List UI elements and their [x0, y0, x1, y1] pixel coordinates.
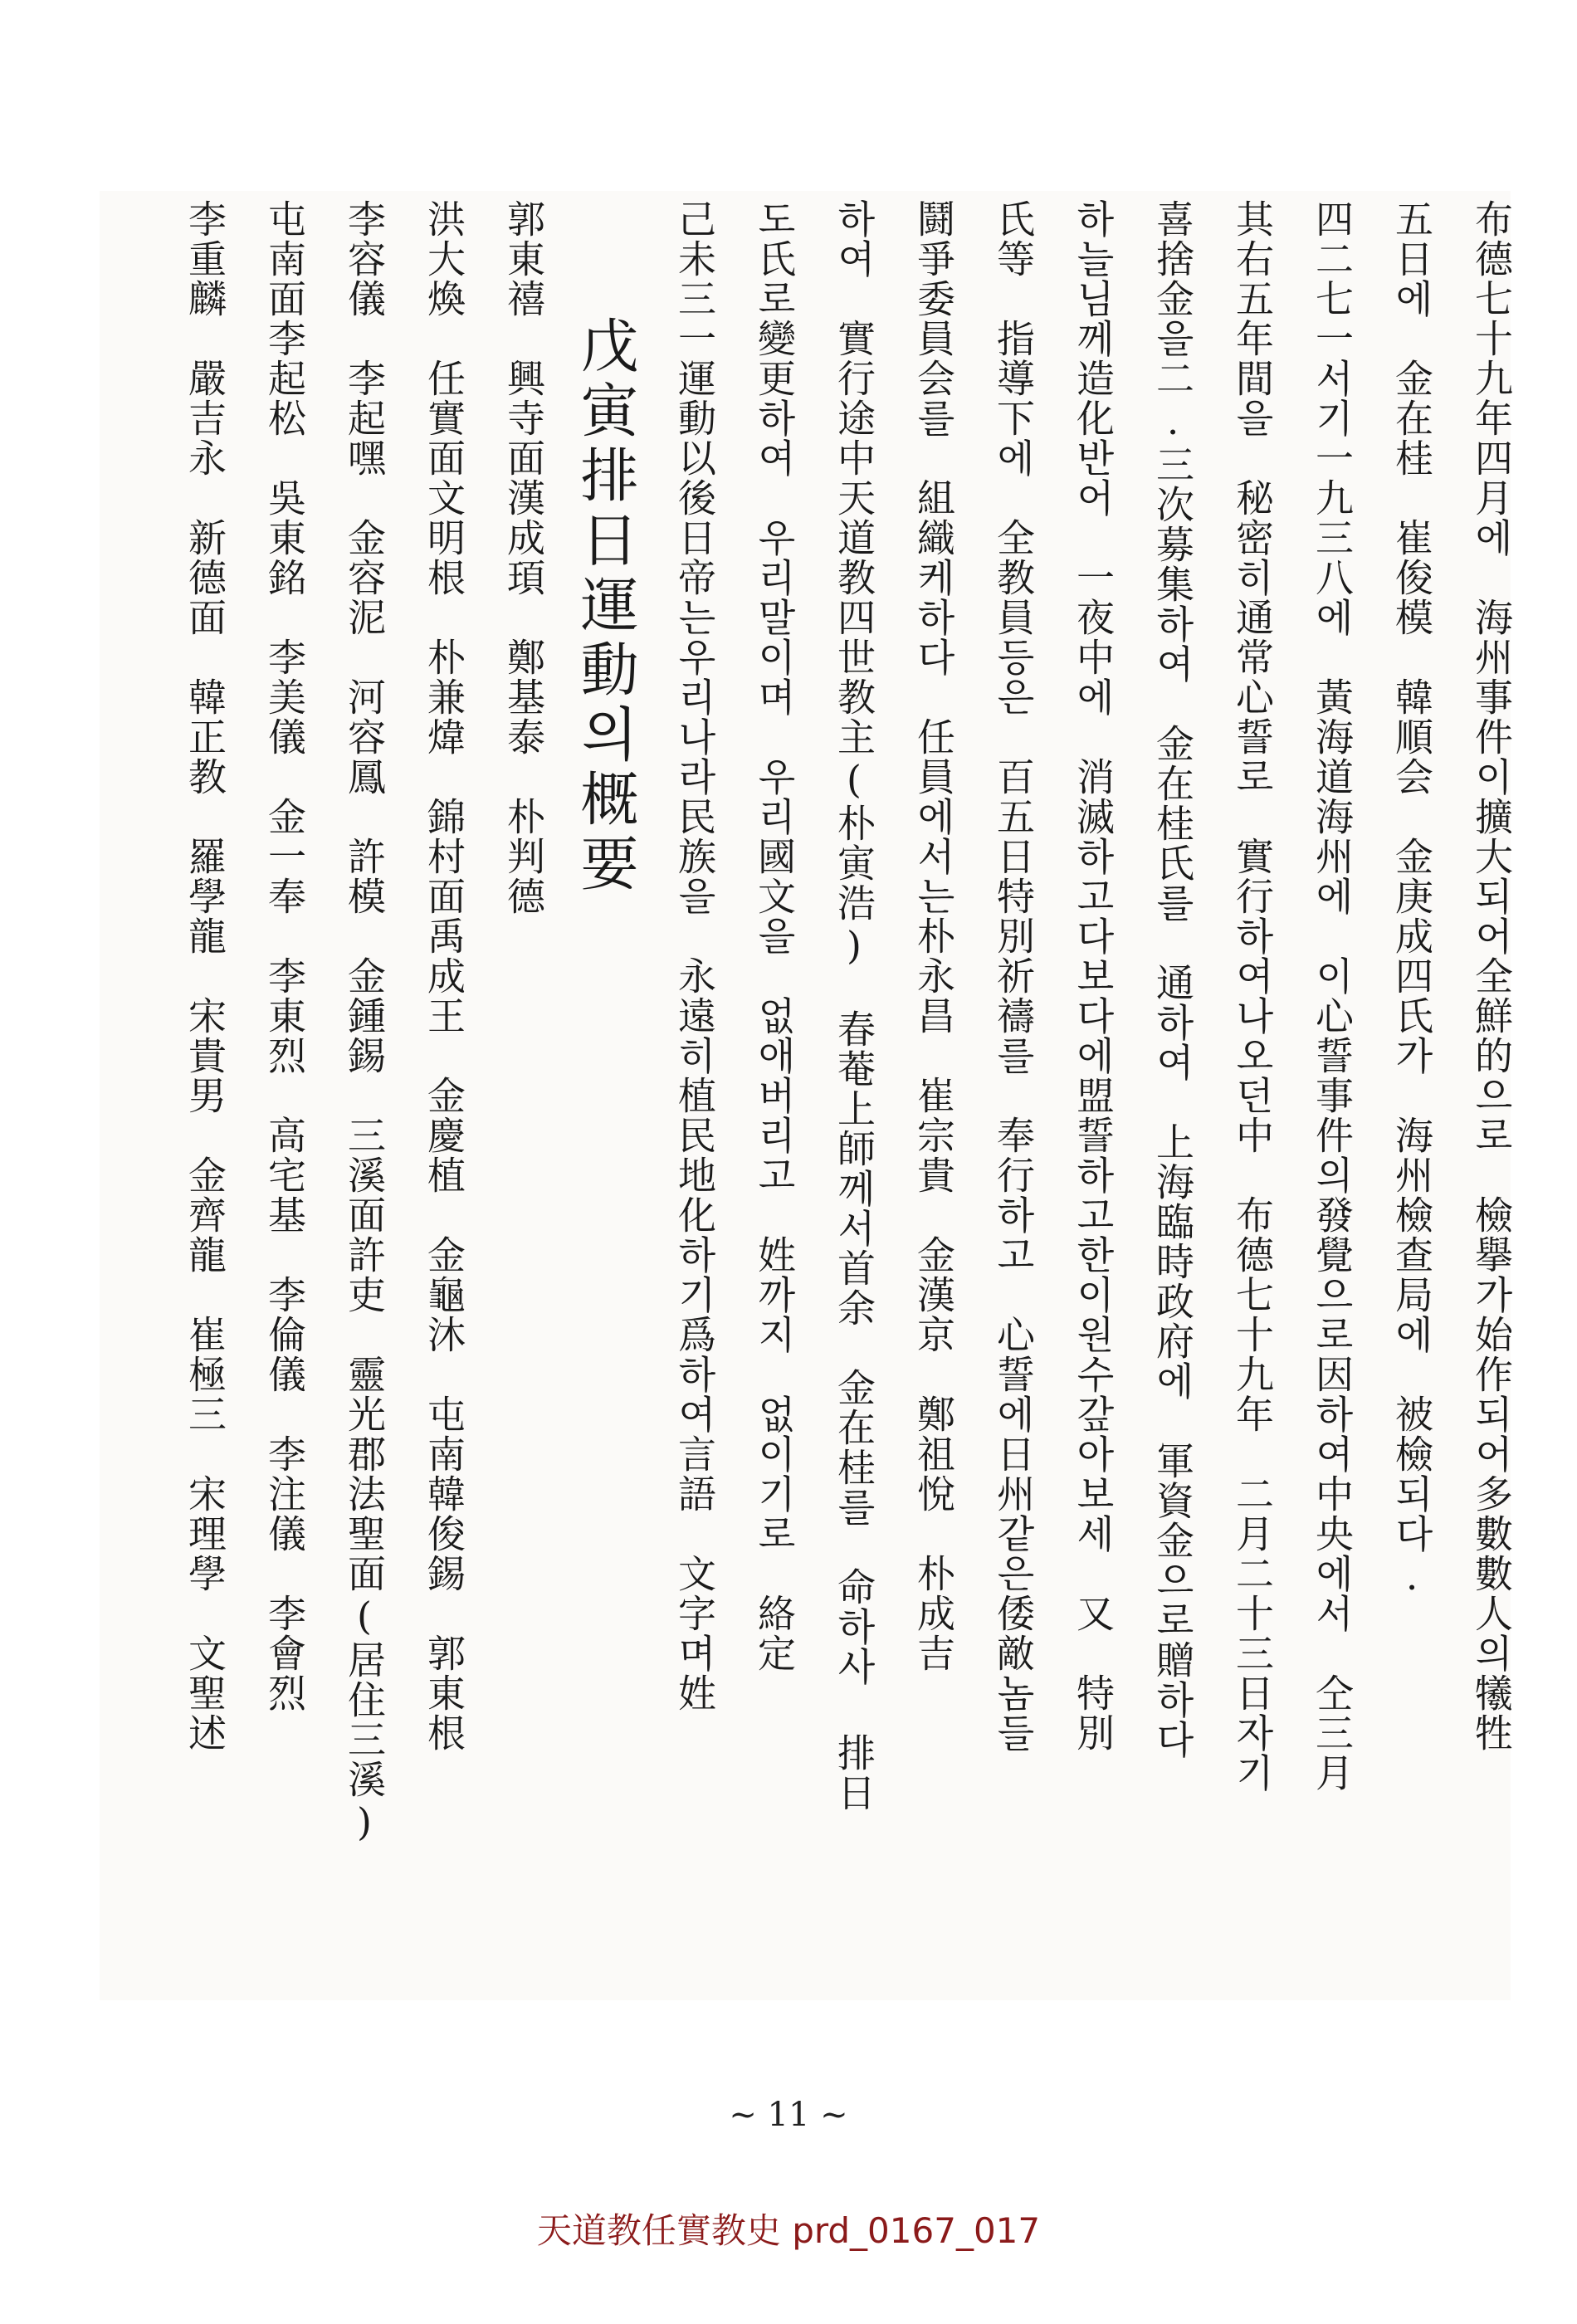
name-list-column-5: 李重麟 嚴吉永 新德面 韓正教 羅學龍 宋貴男 金齊龍 崔極三 宋理學 文聖述	[183, 199, 227, 1753]
name-list-column-1: 郭東禧 興寺面漢成頊 鄭基泰 朴判德	[501, 199, 546, 916]
name-list-column-4: 屯南面李起松 吳東銘 李美儀 金一奉 李東烈 高宅基 李倫儀 李注儀 李會烈	[262, 199, 307, 1713]
page-number: ~ 11 ~	[729, 2096, 848, 2134]
text-column-5: 喜捨金을二.三次募集하여 金在桂氏를 通하여 上海臨時政府에 軍資金으로贈하다	[1150, 199, 1195, 1760]
name-list-column-3: 李容儀 李起嘿 金容泥 河容鳳 許模 金鍾錫 三溪面許吏 靈光郡法聖面(居住三溪)	[342, 199, 387, 1846]
manuscript-page	[100, 191, 1514, 2000]
text-column-3: 四二七一서기一九三八에 黃海道海州에 이心誓事件의發覺으로因하여中央에서 仝三月	[1310, 199, 1355, 1793]
text-column-2: 五日에 金在桂 崔俊模 韓順会 金庚成四氏가 海州檢查局에 被檢되다.	[1389, 199, 1434, 1600]
text-column-10: 도氏로變更하여 우리말이며 우리國文을 없애버리고 姓까지 없이기로 絡定	[752, 199, 797, 1673]
text-column-6: 하늘님께造化반어 一夜中에 消滅하고다보다에盟誓하고한이원수갚아보세 又 特別	[1071, 199, 1116, 1753]
text-columns	[144, 191, 1514, 2000]
text-column-1: 布德七十九年四月에 海州事件이擴大되어全鮮的으로 檢擧가始作되어多數數人의犧牲	[1469, 199, 1514, 1753]
text-column-11: 己未三一運動以後日帝는우리나라民族을 永遠히植民地化하기爲하여言語 文字며姓	[672, 199, 717, 1713]
text-column-4: 其右五年間을 秘密히通常心誓로 實行하여나오던中 布德七十九年 二月二十三日자기	[1230, 199, 1275, 1793]
document-caption: 天道教任實教史 prd_0167_017	[536, 2210, 1041, 2251]
name-list-column-2: 洪大煥 任實面文明根 朴兼煒 錦村面禹成王 金慶植 金龜沐 屯南韓俊錫 郭東根	[422, 199, 466, 1753]
text-column-9: 하여 實行途中天道教四世教主(朴寅浩) 春菴上師께서首余 金在桂를 命하사 排日	[832, 199, 876, 1813]
text-column-7: 氏等 指導下에 全教員등은 百五日特別祈禱를 奉行하고 心誓에日州같은倭敵놈들	[991, 199, 1036, 1753]
text-column-8: 鬪爭委員会를 組織케하다 任員에서는朴永昌 崔宗貴 金漢京 鄭祖悅 朴成吉	[911, 199, 956, 1673]
section-title: 戊寅排日運動의概要	[571, 315, 639, 898]
